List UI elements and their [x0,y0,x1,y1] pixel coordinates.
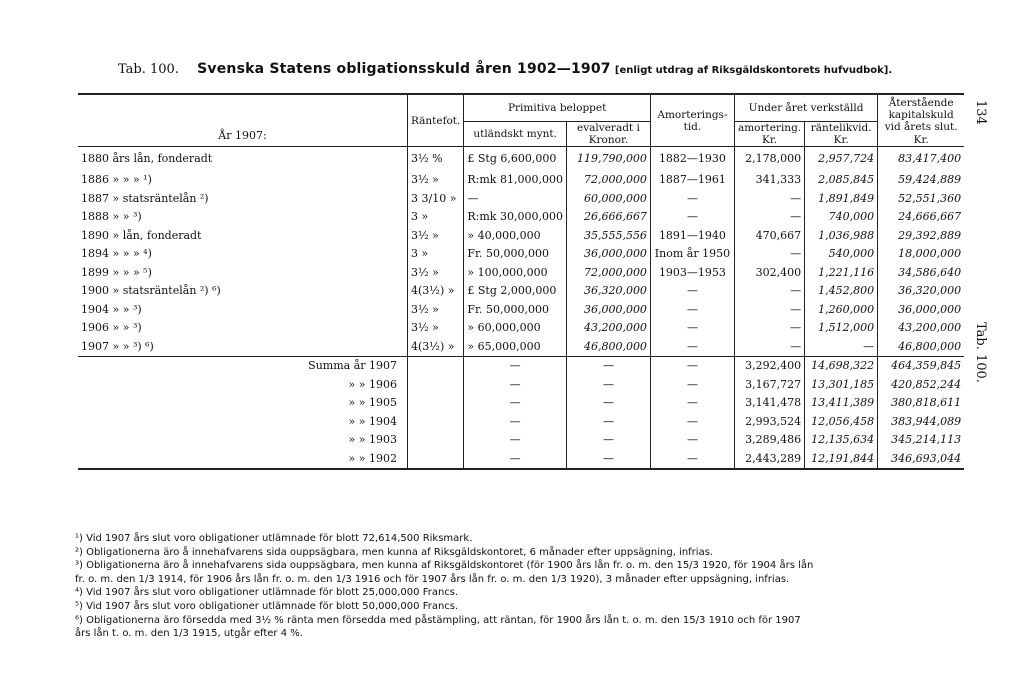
sum-dash: — [650,412,734,431]
row-label: 1886 » » » ¹) [81,173,152,187]
row-amortering: — [734,337,804,356]
sum-dash: — [566,449,650,469]
side-page-number: 134 [973,100,988,125]
table-row [78,263,964,282]
row-kronor: 46,800,000 [566,337,650,356]
sum-remaining: 383,944,089 [878,412,965,431]
header-during-year: Under året verkställd [734,94,877,122]
sum-remaining: 464,359,845 [878,356,965,375]
sum-label: » » 1903 [348,433,397,447]
sum-dash: — [566,375,650,394]
row-kronor: 72,000,000 [566,263,650,282]
row-remaining: 43,200,000 [878,319,965,338]
sum-dash: — [650,375,734,394]
row-amort-time: 1903—1953 [650,263,734,282]
header-year: År 1907: [218,129,267,142]
table-row [78,189,964,208]
header-kr: Kr. [805,134,878,147]
sum-dash: — [650,431,734,450]
row-rate: 3½ » [408,226,464,245]
footnote: ¹) Vid 1907 års slut voro obligationer utlämnade för blott 72,614,500 Riksmark. [75,533,473,544]
sum-dash: — [464,449,567,469]
side-table-label: Tab. 100. [973,322,988,383]
sum-dash: — [566,356,650,375]
header-amortering: amortering. [734,122,804,135]
row-amort-time: — [650,208,734,227]
row-amort-time: 1891—1940 [650,226,734,245]
header-amort-time: Amorterings-tid. [650,94,734,147]
row-rate: 3½ % [408,147,464,171]
row-label: 1904 » » ³) [81,302,142,316]
table-row [78,208,964,227]
sum-rate-empty [408,449,464,469]
sum-remaining: 345,214,113 [878,431,965,450]
sum-dash: — [464,356,567,375]
row-amort-time: Inom år 1950 [650,245,734,264]
table-number: Tab. 100. [118,62,179,77]
sum-rantelikvid: 12,191,844 [805,449,878,469]
row-remaining: 24,666,667 [878,208,965,227]
sum-label: » » 1904 [348,414,397,428]
row-rate: 4(3½) » [408,337,464,356]
row-rantelikvid: 1,891,849 [805,189,878,208]
row-amortering: 302,400 [734,263,804,282]
table-row [78,319,964,338]
table-row [78,282,964,301]
sum-row [78,412,964,431]
table-row [78,147,964,171]
row-rate: 3½ » [408,300,464,319]
row-amort-time: — [650,300,734,319]
sum-dash: — [464,375,567,394]
row-label: 1888 » » ³) [81,210,142,224]
row-rate: 3½ » [408,263,464,282]
row-remaining: 29,392,889 [878,226,965,245]
sum-dash: — [464,431,567,450]
row-label: 1906 » » ³) [81,321,142,335]
row-remaining: 36,320,000 [878,282,965,301]
row-label: 1899 » » » ⁵) [81,265,152,279]
table-row [78,171,964,190]
row-foreign: £ Stg 6,600,000 [464,147,567,171]
row-foreign: » 100,000,000 [464,263,567,282]
row-remaining: 59,424,889 [878,171,965,190]
sum-rantelikvid: 13,301,185 [805,375,878,394]
row-amort-time: — [650,189,734,208]
sum-dash: — [650,394,734,413]
row-kronor: 36,000,000 [566,245,650,264]
sum-rantelikvid: 14,698,322 [805,356,878,375]
sum-amortering: 3,167,727 [734,375,804,394]
row-remaining: 34,586,640 [878,263,965,282]
table-row [78,245,964,264]
sum-remaining: 346,693,044 [878,449,965,469]
row-label: 1900 » statsräntelån ²) ⁶) [81,284,221,298]
row-rantelikvid: 1,221,116 [805,263,878,282]
row-amort-time: — [650,282,734,301]
sum-amortering: 2,443,289 [734,449,804,469]
row-remaining: 36,000,000 [878,300,965,319]
row-rate: 4(3½) » [408,282,464,301]
row-foreign: R:mk 81,000,000 [464,171,567,190]
row-kronor: 72,000,000 [566,171,650,190]
row-amort-time: — [650,319,734,338]
sum-dash: — [650,356,734,375]
row-label: 1890 » lån, fonderadt [81,228,202,242]
row-remaining: 83,417,400 [878,147,965,171]
row-foreign: Fr. 50,000,000 [464,245,567,264]
sum-amortering: 3,141,478 [734,394,804,413]
sum-remaining: 420,852,244 [878,375,965,394]
sum-rate-empty [408,412,464,431]
footnote: ⁵) Vid 1907 års slut voro obligationer utlämnade för blott 50,000,000 Francs. [75,600,459,612]
row-foreign: » 65,000,000 [464,337,567,356]
footnote: års lån t. o. m. den 1/3 1915, utgår efter 4 %. [75,628,303,640]
table-row [78,226,964,245]
row-amortering: 470,667 [734,226,804,245]
row-rantelikvid: — [805,337,878,356]
sum-rate-empty [408,431,464,450]
sum-amortering: 3,292,400 [734,356,804,375]
debt-table [78,93,964,470]
row-foreign: » 60,000,000 [464,319,567,338]
sum-row [78,356,964,375]
row-rantelikvid: 740,000 [805,208,878,227]
row-rate: 3 » [408,245,464,264]
sum-label: » » 1906 [348,377,397,391]
row-rate: 3½ » [408,319,464,338]
footnote: ⁴) Vid 1907 års slut voro obligationer utlämnade för blott 25,000,000 Francs. [75,587,459,599]
row-amortering: 2,178,000 [734,147,804,171]
sum-row [78,375,964,394]
header-primary: Primitiva beloppet [464,94,651,122]
header-converted: evalveradt i Kronor. [566,122,650,147]
row-kronor: 35,555,556 [566,226,650,245]
row-label: 1894 » » » ⁴) [81,247,152,261]
table-title: Svenska Statens obligationsskuld åren 1902—1907 [197,61,611,77]
row-amortering: — [734,300,804,319]
row-rantelikvid: 1,512,000 [805,319,878,338]
footnotes [75,532,955,641]
table-row [78,300,964,319]
sum-amortering: 3,289,486 [734,431,804,450]
row-foreign: » 40,000,000 [464,226,567,245]
row-amort-time: 1882—1930 [650,147,734,171]
footnote: ²) Obligationerna äro å innehafvarens sida ouppsägbara, men kunna af Riksgäldskontoret, 6 månader efter uppsägning, infrias. [75,546,714,558]
sum-label: » » 1902 [348,451,397,465]
row-kronor: 43,200,000 [566,319,650,338]
sum-dash: — [566,394,650,413]
row-rantelikvid: 2,957,724 [805,147,878,171]
footnote: ⁶) Obligationerna äro försedda med 3½ % ränta men försedda med påstämpling, att räntan, för 1900 års lån t. o. m. den 15/3 1910 och för 1907 [75,614,801,626]
sum-label: Summa år 1907 [308,359,397,373]
table-row [78,337,964,356]
row-foreign: Fr. 50,000,000 [464,300,567,319]
row-foreign: R:mk 30,000,000 [464,208,567,227]
table-source: [enligt utdrag af Riksgäldskontorets hufvudbok]. [614,65,893,76]
row-remaining: 18,000,000 [878,245,965,264]
row-amortering: — [734,208,804,227]
sum-row [78,394,964,413]
sum-dash: — [566,431,650,450]
header-foreign: utländskt mynt. [464,122,567,147]
row-rate: 3 3/10 » [408,189,464,208]
footnote: ³) Obligationerna äro å innehafvarens sida ouppsägbara, men kunna af Riksgäldskontoret (för 1900 års lån fr. o. m. den 15/3 1920, för 1904 års lån [75,560,814,572]
sum-rate-empty [408,375,464,394]
sum-rate-empty [408,394,464,413]
header-kr: Kr. [734,134,804,147]
header-remaining: Återstående kapitalskuld vid årets slut. [878,94,965,134]
row-kronor: 119,790,000 [566,147,650,171]
row-kronor: 26,666,667 [566,208,650,227]
row-foreign: — [464,189,567,208]
header-rantelikvid: räntelikvid. [805,122,878,135]
sum-amortering: 2,993,524 [734,412,804,431]
row-rate: 3½ » [408,171,464,190]
row-rantelikvid: 1,260,000 [805,300,878,319]
row-label: 1907 » » ³) ⁶) [81,339,154,353]
row-remaining: 52,551,360 [878,189,965,208]
sum-dash: — [650,449,734,469]
row-amort-time: 1887—1961 [650,171,734,190]
row-rantelikvid: 2,085,845 [805,171,878,190]
row-kronor: 60,000,000 [566,189,650,208]
sum-dash: — [566,412,650,431]
row-kronor: 36,320,000 [566,282,650,301]
row-rantelikvid: 1,452,800 [805,282,878,301]
sum-rantelikvid: 12,056,458 [805,412,878,431]
footnote: fr. o. m. den 1/3 1914, för 1906 års lån fr. o. m. den 1/3 1916 och för 1907 års lån fr. o. m. den 1/3 1920), 3 månader efter uppsägning, infrias. [75,573,790,585]
row-rate: 3 » [408,208,464,227]
row-amortering: — [734,282,804,301]
header-kr: Kr. [878,134,965,147]
sum-rantelikvid: 12,135,634 [805,431,878,450]
row-amortering: 341,333 [734,171,804,190]
header-rate: Räntefot. [408,94,464,147]
row-rantelikvid: 540,000 [805,245,878,264]
row-rantelikvid: 1,036,988 [805,226,878,245]
row-label: 1887 » statsräntelån ²) [81,191,209,205]
sum-remaining: 380,818,611 [878,394,965,413]
row-kronor: 36,000,000 [566,300,650,319]
sum-dash: — [464,394,567,413]
row-foreign: £ Stg 2,000,000 [464,282,567,301]
sum-rantelikvid: 13,411,389 [805,394,878,413]
row-amort-time: — [650,337,734,356]
row-amortering: — [734,319,804,338]
sum-dash: — [464,412,567,431]
sum-label: » » 1905 [348,396,397,410]
sum-rate-empty [408,356,464,375]
sum-row [78,449,964,469]
row-amortering: — [734,189,804,208]
sum-row [78,431,964,450]
row-label: 1880 års lån, fonderadt [81,152,213,166]
row-amortering: — [734,245,804,264]
row-remaining: 46,800,000 [878,337,965,356]
page-title [118,61,892,77]
